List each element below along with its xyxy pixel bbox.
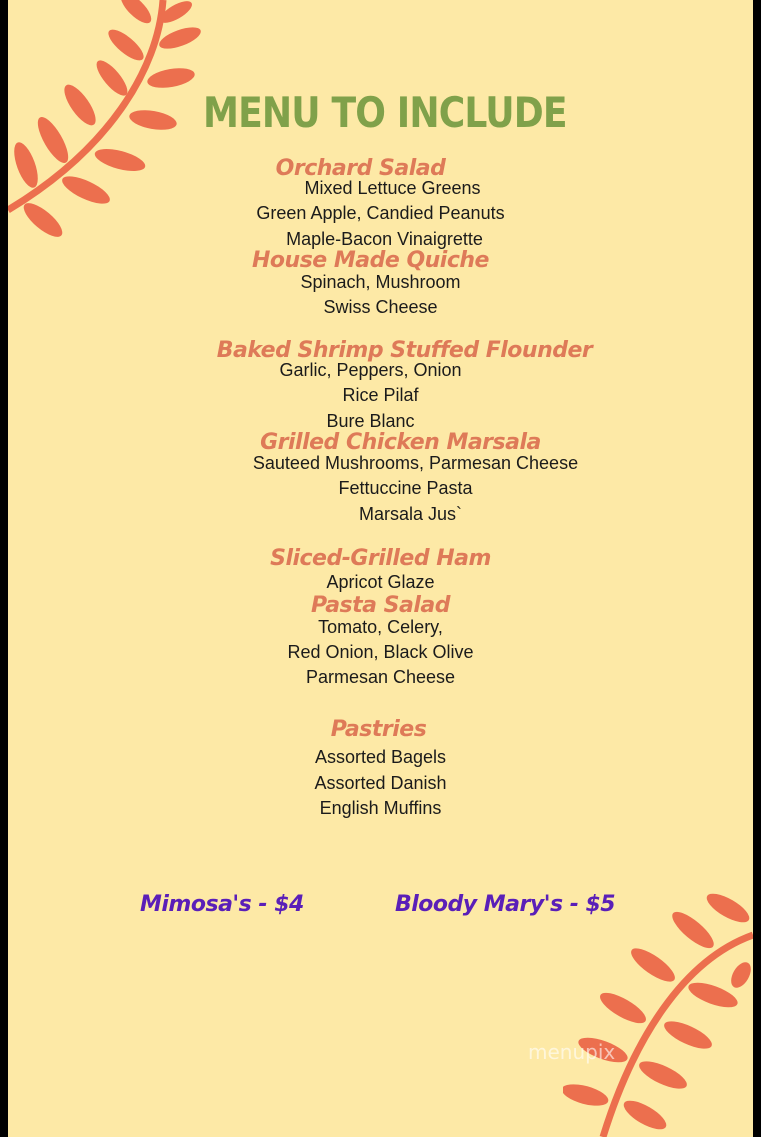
dish-title-grilled-chicken-marsala: Grilled Chicken Marsala — [260, 430, 541, 455]
dish-line: Bure Blanc — [326, 411, 415, 431]
dish-line: Maple-Bacon Vinaigrette — [286, 229, 483, 249]
dish-title-pasta-salad: Pasta Salad — [310, 593, 450, 618]
menu-page — [8, 0, 753, 1137]
dish-line: Spinach, Mushroom — [300, 272, 461, 292]
dish-line: Parmesan Cheese — [305, 667, 456, 687]
leaf-branch-icon — [563, 890, 753, 1137]
dish-title-sliced-grilled-ham: Sliced-Grilled Ham — [270, 546, 491, 571]
dish-line: Red Onion, Black Olive — [287, 642, 474, 662]
dish-line: Assorted Bagels — [314, 747, 447, 767]
drink-bloody-mary: Bloody Mary's - $5 — [395, 892, 616, 917]
dish-line: Green Apple, Candied Peanuts — [256, 203, 505, 223]
dish-line: Swiss Cheese — [323, 297, 438, 317]
dish-line: Marsala Jus` — [358, 504, 463, 524]
dish-title-house-made-quiche: House Made Quiche — [252, 248, 489, 273]
dish-line: Rice Pilaf — [342, 385, 419, 405]
dish-line: Assorted Danish — [314, 773, 447, 793]
dish-line: Fettuccine Pasta — [338, 478, 473, 498]
dish-title-pastries: Pastries — [330, 717, 427, 742]
watermark: menupix — [528, 1040, 616, 1064]
dish-title-orchard-salad: Orchard Salad — [275, 156, 446, 181]
dish-line: English Muffins — [319, 798, 442, 818]
dish-title-baked-shrimp-stuffed-flounder: Baked Shrimp Stuffed Flounder — [216, 338, 593, 363]
dish-line: Garlic, Peppers, Onion — [279, 360, 462, 380]
dish-line: Apricot Glaze — [326, 572, 435, 592]
drink-mimosa: Mimosa's - $4 — [140, 892, 304, 917]
dish-line: Tomato, Celery, — [318, 617, 443, 637]
menu-title: MENU TO INCLUDE — [203, 88, 567, 137]
dish-line: Mixed Lettuce Greens — [304, 178, 481, 198]
dish-line: Sauteed Mushrooms, Parmesan Cheese — [252, 453, 579, 473]
